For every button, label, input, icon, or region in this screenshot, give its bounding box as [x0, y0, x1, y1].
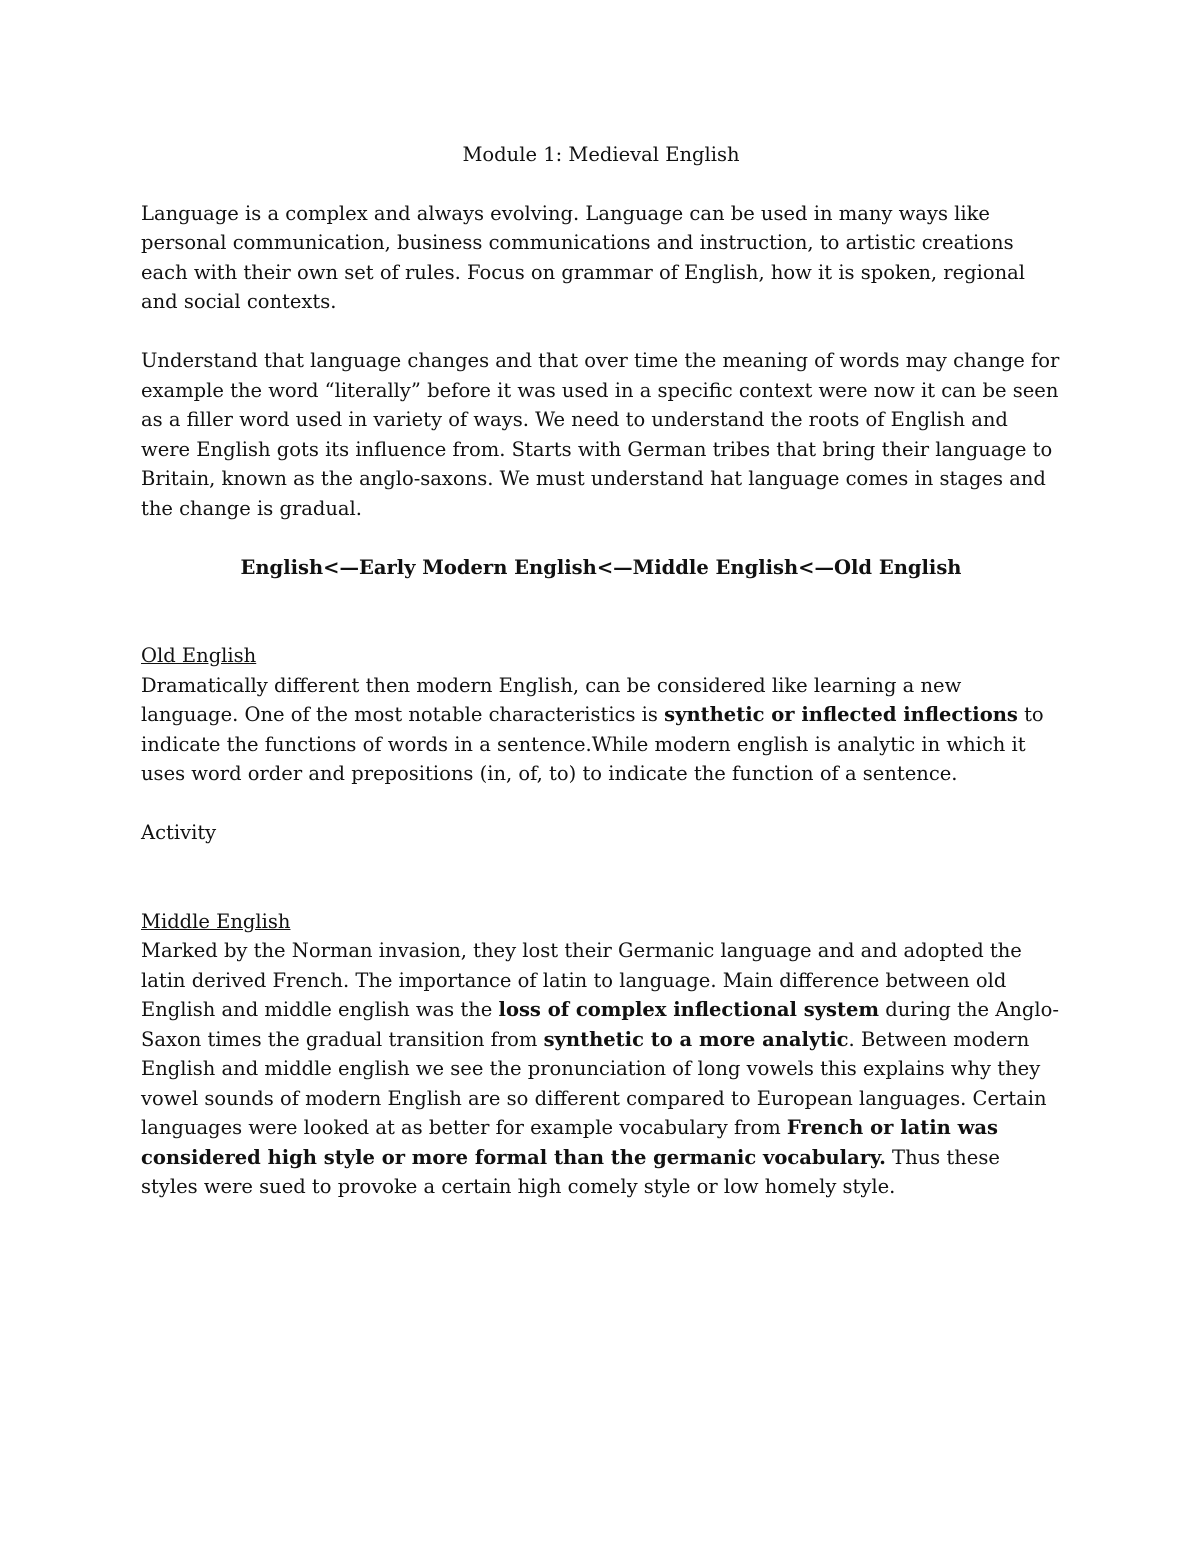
activity-label: Activity [141, 821, 217, 844]
middle-english-bold-1: loss of complex inflectional system [498, 998, 880, 1021]
language-timeline: English<—Early Modern English<—Middle English<—Old English [240, 555, 962, 579]
old-english-bold-1: synthetic or inflected inflections [664, 703, 1018, 726]
middle-english-text-4: Thus these styles were sued to provoke a certain high comely style or low homely style. [141, 1145, 1000, 1198]
old-english-text-2: to indicate the functions of words in a sentence.While modern english is analytic in which it uses word order and prepositions (in, of, to) to indicate the function of a sentence. [141, 703, 1044, 785]
language-change-paragraph: Understand that language changes and that over time the meaning of words may change for example the word “literally” before it was used in a specific context were now it can be seen as a filler word used in variety of ways. We need to understand the roots of English and were English gots its influence from. Starts with German tribes that bring their language to Britain, known as the anglo-saxons. We must understand hat language comes in stages and the change is gradual. [141, 349, 1060, 520]
middle-english-bold-3: French or latin was considered high style or more formal than the germanic vocabulary. [141, 1116, 999, 1169]
old-english-section [141, 641, 1061, 789]
intro-paragraph: Language is a complex and always evolving. Language can be used in many ways like personal communication, business communications and instruction, to artistic creations each with their own set of rules. Focus on grammar of English, how it is spoken, regional and social contexts. [141, 201, 1026, 313]
middle-english-section [141, 907, 1061, 1202]
old-english-heading: Old English [141, 644, 257, 667]
old-english-text-1: Dramatically different then modern English, can be considered like learning a new language. One of the most notable characteristics is [141, 673, 962, 726]
middle-english-heading: Middle English [141, 909, 291, 933]
page-title: Module 1: Medieval English [462, 143, 740, 166]
document-page [141, 140, 1061, 1231]
middle-english-text-2: during the Anglo-Saxon times the gradual transition from [141, 998, 1059, 1051]
middle-english-text-3: . Between modern English and middle english we see the pronunciation of long vowels this explains why they vowel sounds of modern English are so different compared to European languages. Certain languages were looked at as better for example vocabulary from [141, 1027, 1047, 1139]
middle-english-text-1: Marked by the Norman invasion, they lost their Germanic language and and adopted the latin derived French. The importance of latin to language. Main difference between old English and middle english was the [141, 939, 1022, 1021]
middle-english-bold-2: synthetic to a more analytic [543, 1027, 849, 1051]
